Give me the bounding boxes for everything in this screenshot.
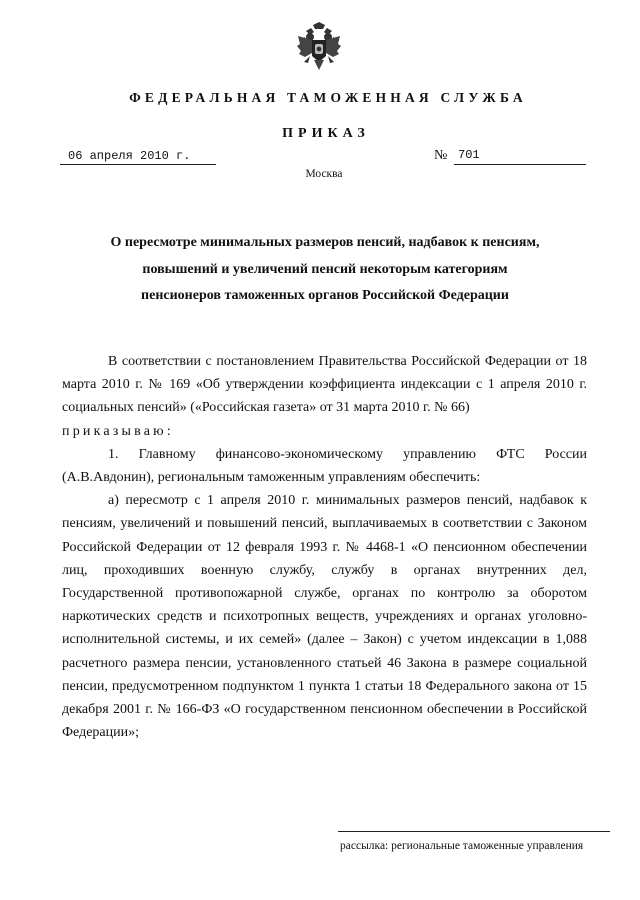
agency-name: ФЕДЕРАЛЬНАЯ ТАМОЖЕННАЯ СЛУЖБА [129,90,527,105]
order-body [62,350,587,744]
subject-line: О пересмотре минимальных размеров пенсий, надбавок к пенсиям, [110,235,540,250]
city-name: Москва [305,168,343,180]
number-sign: № [434,148,448,163]
footer-divider [338,831,610,832]
document-type-title: ПРИКАЗ [282,126,370,141]
item-1-paragraph: 1. Главному финансово-экономическому управлению ФТС России (А.В.Авдонин), региональным таможенным управлениям обеспечить: [62,446,587,486]
order-date: 06 апреля 2010 г. [60,148,216,165]
order-number: 701 [454,147,586,165]
item-1a-paragraph: а) пересмотр с 1 апреля 2010 г. минимальных размеров пенсий, надбавок к пенсиям, увеличений и повышений пенсий, выплачиваемых в соответствии с Законом Российской Федерации от 12 февраля 1993 г. № 4468-1 «О пенсионном обеспечении лиц, проходивших военную службу, службу в органах внутренних дел, Государственной противопожарной службе, органах по контролю за оборотом наркотических средств и психотропных веществ, учреждениях и органах уголовно-исполнительной системы, и их семей» (далее – Закон) с учетом индексации в 1,088 расчетного размера пенсии, установленного статьей 46 Закона в размере социальной пенсии, предусмотренном подпунктом 1 пункта 1 статьи 18 Федерального закона от 15 декабря 2001 г. № 166-ФЗ «О государственном пенсионном обеспечении в Российской Федерации»; [62,493,587,741]
order-number-field [434,147,586,164]
distribution-note: рассылка: региональные таможенные управления [340,840,584,852]
coat-of-arms-emblem-icon [296,22,342,74]
double-headed-eagle-icon [296,22,342,74]
order-subject [70,230,580,310]
subject-line: повышений и увеличений пенсий некоторым категориям [142,261,508,277]
subject-line: пенсионеров таможенных органов Российской Федерации [141,288,509,303]
orders-word: приказываю: [62,423,174,439]
intro-paragraph: В соответствии с постановлением Правительства Российской Федерации от 18 марта 2010 г. № 169 «Об утверждении коэффициента индексации с 1 апреля 2010 г. социальных пенсий» («Российская газета» от 31 марта 2010 г. № 66) [62,354,587,416]
